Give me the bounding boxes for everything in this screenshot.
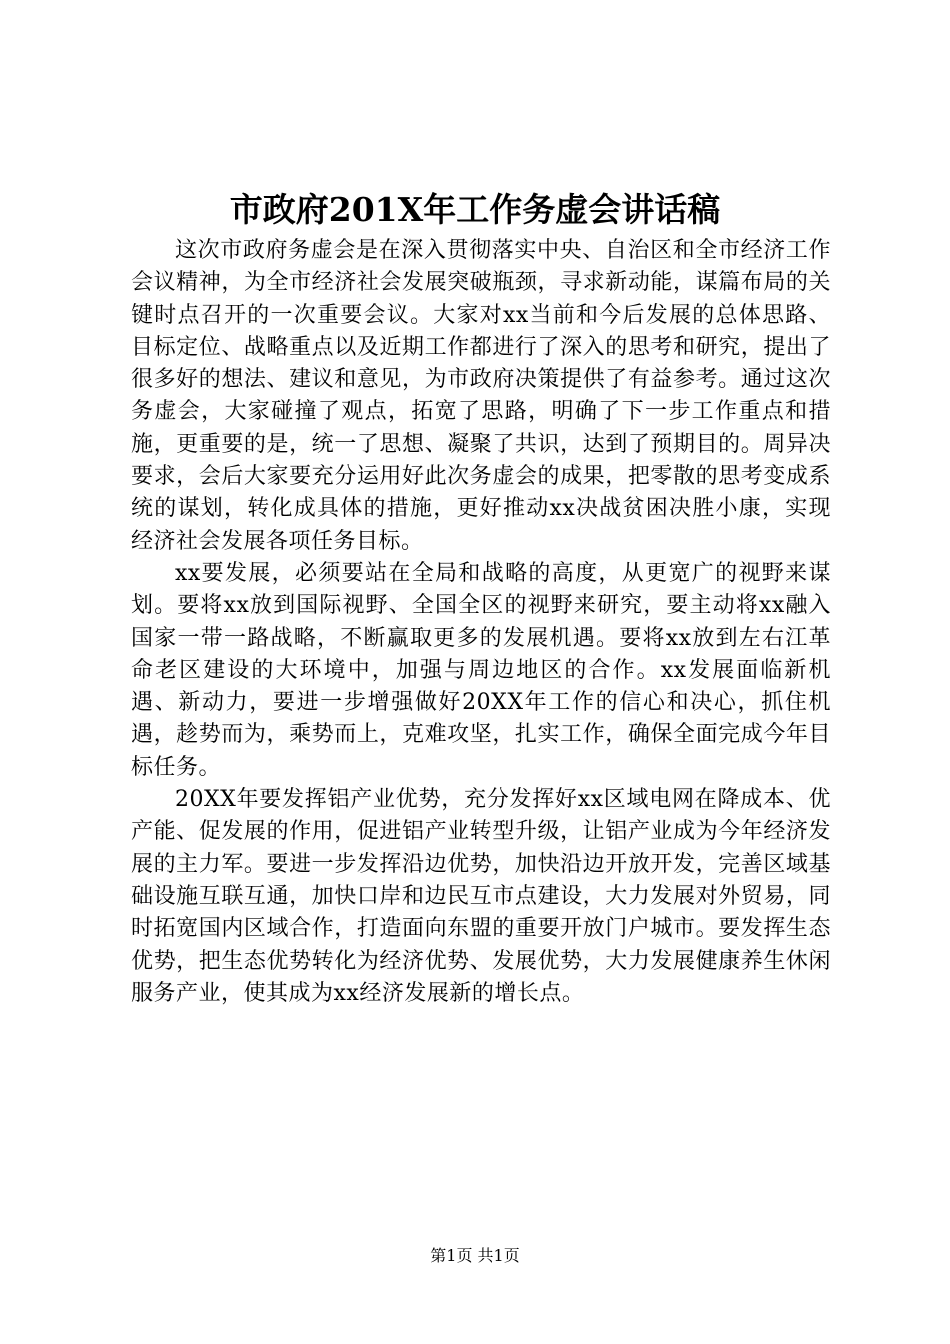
paragraph-1: 这次市政府务虚会是在深入贯彻落实中央、自治区和全市经济工作会议精神，为全市经济社会发展突破瓶颈，寻求新动能，谋篇布局的关键时点召开的一次重要会议。大家对xx当前和今后发展的总体思路、目标定位、战略重点以及近期工作都进行了深入的思考和研究，提出了很多好的想法、建议和意见，为市政府决策提供了有益参考。通过这次务虚会，大家碰撞了观点，拓宽了思路，明确了下一步工作重点和措施，更重要的是，统一了思想、凝聚了共识，达到了预期目的。周异决要求，会后大家要充分运用好此次务虚会的成果，把零散的思考变成系统的谋划，转化成具体的措施，更好推动xx决战贫困决胜小康，实现经济社会发展各项任务目标。 [131,238,831,554]
document-body [131,235,831,1010]
page-footer: 第1页 共1页 [430,1246,520,1265]
paragraph-2: xx要发展，必须要站在全局和战略的高度，从更宽广的视野来谋划。要将xx放到国际视野、全国全区的视野来研究，要主动将xx融入国家一带一路战略，不断赢取更多的发展机遇。要将xx放到左右江革命老区建设的大环境中，加强与周边地区的合作。xx发展面临新机遇、新动力，要进一步增强做好20XX年工作的信心和决心，抓住机遇，趁势而为，乘势而上，克难攻坚，扎实工作，确保全面完成今年目标任务。 [131,560,831,780]
document-title: 市政府201X年工作务虚会讲话稿 [229,190,721,229]
paragraph-3: 20XX年要发挥铝产业优势，充分发挥好xx区域电网在降成本、优产能、促发展的作用，促进铝产业转型升级，让铝产业成为今年经济发展的主力军。要进一步发挥沿边优势，加快沿边开放开发，完善区域基础设施互联互通，加快口岸和边民互市点建设，大力发展对外贸易，同时拓宽国内区域合作，打造面向东盟的重要开放门户城市。要发挥生态优势，把生态优势转化为经济优势、发展优势，大力发展健康养生休闲服务产业，使其成为xx经济发展新的增长点。 [131,787,831,1006]
